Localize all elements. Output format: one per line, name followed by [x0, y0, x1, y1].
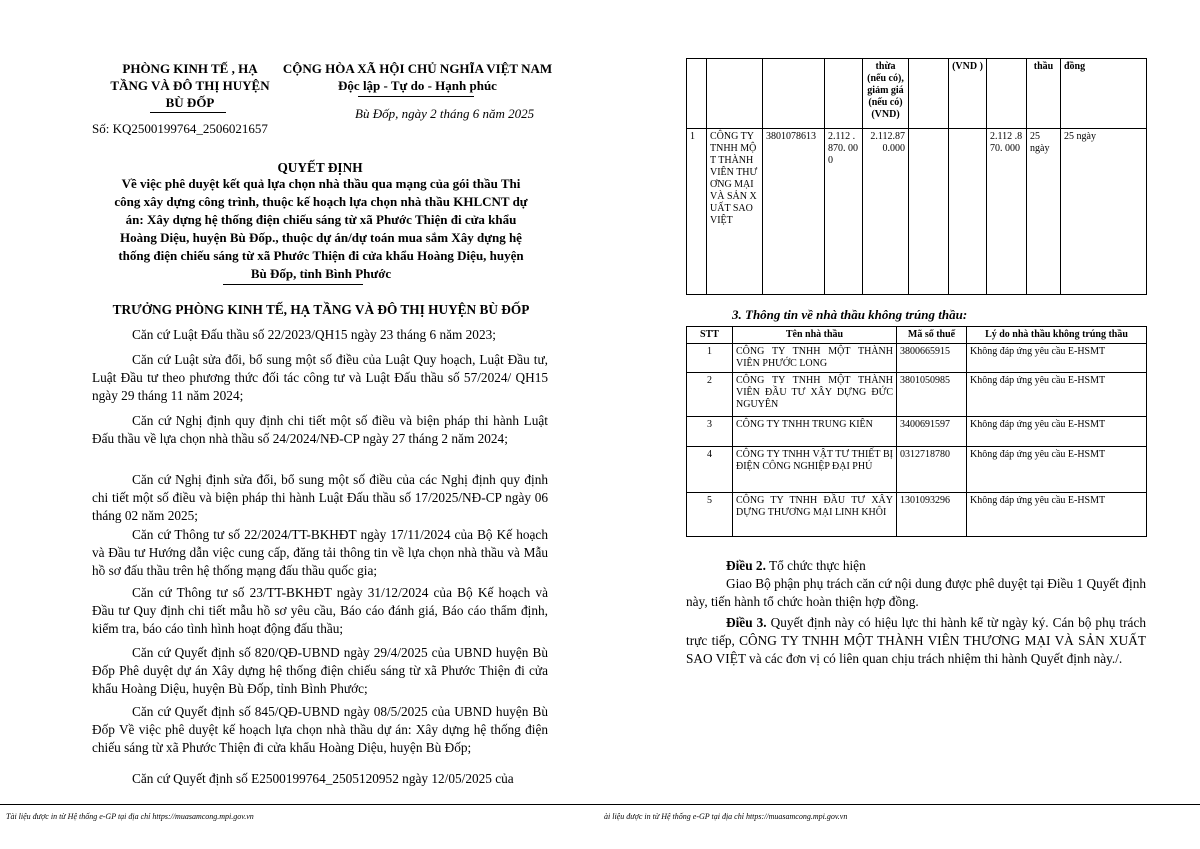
- article-2-text: Giao Bộ phận phụ trách căn cứ nội dung được phê duyệt tại Điều 1 Quyết định này, tiến hành tổ chức hoàn thiện hợp đồng.: [686, 576, 1146, 609]
- document-type: QUYẾT ĐỊNH: [277, 160, 363, 175]
- page-footer: ài liệu được in từ Hệ thống e-GP tại địa chỉ https://muasamcong.mpi.gov.vn: [604, 812, 848, 821]
- paragraph-5: Căn cứ Thông tư số 22/2024/TT-BKHĐT ngày 17/11/2024 của Bộ Kế hoạch và Đầu tư Hướng dẫn việc cung cấp, đăng tải thông tin về lựa chọn nhà thầu và Mẫu hồ sơ đấu thầu trên hệ thống mạng đấu thầu quốc gia;: [92, 527, 548, 578]
- article-3-text: Điều 3. Quyết định này có hiệu lực thi hành kể từ ngày ký. Cán bộ phụ trách trực tiếp, CÔNG TY TNHH MỘT THÀNH VIÊN THƯƠNG MẠI VÀ SẢN XUẤT SAO VIỆT và các đơn vị có liên quan chịu trách nhiệm thi hành Quyết định này./.: [686, 615, 1146, 666]
- paragraph-9: Căn cứ Quyết định số E2500199764_2505120952 ngày 12/05/2025 của: [132, 771, 514, 786]
- paragraph-4: Căn cứ Nghị định sửa đổi, bổ sung một số điều của các Nghị định quy định chi tiết một số điều và biện pháp thi hành Luật Đấu thầu số 17/2025/NĐ-CP ngày 06 tháng 02 năm 2025;: [92, 472, 548, 523]
- national-title: CỘNG HÒA XÃ HỘI CHỦ NGHĨA VIỆT NAM Độc lập - Tự do - Hạnh phúc: [282, 61, 553, 93]
- subject-underline: [223, 284, 363, 285]
- winner-table-row: 1 CÔNG TY TNHH MỘT THÀNH VIÊN THƯƠNG MẠI VÀ SẢN XUẤT SAO VIỆT 3801078613 2.112 .870. 000 2.112.87 0.000 2.112 .870. 000 25 ngày 25 ngày: [687, 129, 1147, 295]
- non-winning-bidders-table: [686, 326, 1147, 537]
- authority-title: TRƯỞNG PHÒNG KINH TẾ, HẠ TẦNG VÀ ĐÔ THỊ HUYỆN BÙ ĐỐP: [112, 302, 530, 317]
- table-row: 1 CÔNG TY TNHH MỘT THÀNH VIÊN PHƯỚC LONG 3800665915 Không đáp ứng yêu cầu E-HSMT: [687, 344, 1147, 373]
- motto-underline: [358, 96, 474, 97]
- bidders-table-header: STT Tên nhà thầu Mã số thuế Lý do nhà thầu không trúng thầu: [687, 327, 1147, 344]
- table-row: 3 CÔNG TY TNHH TRUNG KIÊN 3400691597 Không đáp ứng yêu cầu E-HSMT: [687, 417, 1147, 447]
- document-number: Số: KQ2500199764_2506021657: [92, 121, 268, 136]
- article-2-heading: Điều 2. Tổ chức thực hiện: [726, 558, 866, 573]
- table-row: 4 CÔNG TY TNHH VẬT TƯ THIẾT BỊ ĐIỆN CÔNG NGHIỆP ĐẠI PHÚ 0312718780 Không đáp ứng yêu cầu E-HSMT: [687, 447, 1147, 493]
- right-page: [600, 0, 1200, 849]
- issuing-agency: PHÒNG KINH TẾ , HẠ TẦNG VÀ ĐÔ THỊ HUYỆN BÙ ĐỐP: [110, 61, 270, 110]
- page-footer: Tài liệu được in từ Hệ thống e-GP tại địa chỉ https://muasamcong.mpi.gov.vn: [6, 812, 254, 821]
- paragraph-1: Căn cứ Luật Đấu thầu số 22/2023/QH15 ngày 23 tháng 6 năm 2023;: [132, 327, 496, 342]
- paragraph-7: Căn cứ Quyết định số 820/QĐ-UBND ngày 29/4/2025 của UBND huyện Bù Đốp Phê duyệt dự án Xây dựng hệ thống điện chiếu sáng từ xã Phước Thiện đi cửa khẩu Hoàng Diệu, huyện Bù Đốp, tỉnh Bình Phước;: [92, 645, 548, 696]
- paragraph-2: Căn cứ Luật sửa đổi, bổ sung một số điều của Luật Quy hoạch, Luật Đầu tư, Luật Đầu tư theo phương thức đối tác công tư và Luật Đấu thầu số 57/2024/ QH15 ngày 29 tháng 11 năm 2024;: [92, 352, 548, 403]
- section-3-title: 3. Thông tin về nhà thầu không trúng thầu:: [732, 307, 968, 322]
- agency-underline: [150, 112, 226, 113]
- winner-table: [686, 58, 1147, 295]
- paragraph-6: Căn cứ Thông tư số 23/TT-BKHĐT ngày 31/12/2024 của Bộ Kế hoạch và Đầu tư Quy định chi tiết mẫu hồ sơ yêu cầu, Báo cáo đánh giá, Báo cáo thẩm định, kiểm tra, báo cáo tình hình hoạt động đấu thầu;: [92, 585, 548, 636]
- table-row: 5 CÔNG TY TNHH ĐẦU TƯ XÂY DỰNG THƯƠNG MẠI LINH KHÔI 1301093296 Không đáp ứng yêu cầu E-HSMT: [687, 493, 1147, 537]
- paragraph-3: Căn cứ Nghị định quy định chi tiết một số điều và biện pháp thi hành Luật Đấu thầu về lựa chọn nhà thầu số 24/2024/NĐ-CP ngày 27 tháng 2 năm 2024;: [92, 413, 548, 446]
- table-row: 2 CÔNG TY TNHH MỘT THÀNH VIÊN ĐẦU TƯ XÂY DỰNG ĐỨC NGUYÊN 3801050985 Không đáp ứng yêu cầu E-HSMT: [687, 373, 1147, 417]
- document-subject: Về việc phê duyệt kết quả lựa chọn nhà thầu qua mạng của gói thầu Thi công xây dựng công trình, thuộc kế hoạch lựa chọn nhà thầu KHLCNT dự án: Xây dựng hệ thống điện chiếu sáng từ xã Phước Thiện đi cửa khẩu Hoàng Diệu, huyện Bù Đốp., thuộc dự án/dự toán mua sắm Xây dựng hệ thống điện chiếu sáng từ xã Phước Thiện đi cửa khẩu Hoàng Diệu, huyện Bù Đốp, tỉnh Bình Phước: [114, 176, 528, 281]
- place-date: Bù Đốp, ngày 2 tháng 6 năm 2025: [355, 106, 535, 121]
- winner-table-header: thừa (nếu có), giảm giá (nếu có) (VND) (VND ) thầu đồng: [687, 59, 1147, 129]
- footer-rule: [600, 804, 1200, 805]
- footer-rule: [0, 804, 600, 805]
- paragraph-8: Căn cứ Quyết định số 845/QĐ-UBND ngày 08/5/2025 của UBND huyện Bù Đốp Về việc phê duyệt kế hoạch lựa chọn nhà thầu dự án: Xây dựng hệ thống điện chiếu sáng từ xã Phước Thiện đi cửa khẩu Hoàng Diệu, huyện Bù Đốp;: [92, 704, 548, 755]
